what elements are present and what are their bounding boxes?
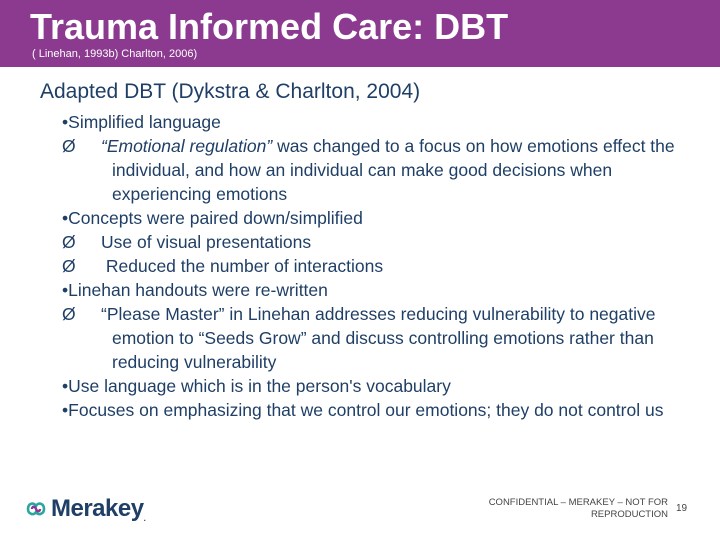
confidential-notice (470, 497, 668, 521)
arrow-icon: Ø (62, 232, 76, 252)
merakey-logo (25, 495, 145, 523)
bullet-text: Concepts were paired down/simplified (68, 208, 363, 228)
arrow-icon: Ø (62, 136, 76, 156)
logo-wordmark: Merakey. (51, 495, 146, 523)
slide-subheading: Adapted DBT (Dykstra & Charlton, 2004) (40, 80, 421, 103)
bullet-item (62, 110, 702, 134)
bullet-text: Linehan handouts were re-written (68, 280, 328, 300)
bullet-marker: • (62, 112, 69, 132)
sub-bullet-text: was changed to a focus on how emotions effect the individual, and how an individual can make good decisions when experiencing emotions (112, 136, 675, 204)
sub-bullet-text: Use of visual presentations (101, 232, 312, 252)
bullet-marker: • (62, 280, 69, 300)
arrow-icon: Ø (62, 304, 76, 324)
title-bar (0, 0, 720, 67)
sub-bullet-italic: “Emotional regulation” (101, 136, 273, 156)
bullet-item (62, 206, 702, 230)
bullet-text: Focuses on emphasizing that we control our emotions; they do not control us (68, 400, 664, 420)
page-number: 19 (676, 503, 688, 514)
slide-body (62, 110, 702, 422)
bullet-marker: • (62, 208, 69, 228)
bullet-item (62, 374, 702, 398)
slide-citation: ( Linehan, 1993b) Charlton, 2006) (32, 48, 198, 60)
sub-bullet-item (62, 134, 702, 206)
merakey-mark-icon (25, 498, 47, 520)
sub-bullet-item (62, 230, 702, 254)
sub-bullet-item (62, 254, 702, 278)
bullet-item (62, 278, 702, 302)
arrow-icon: Ø (62, 256, 76, 276)
sub-bullet-text: “Please Master” in Linehan addresses reducing vulnerability to negative emotion to “Seeds Grow” and discuss controlling emotions rather than reducing vulnerability (101, 304, 656, 372)
bullet-text: Use language which is in the person's vocabulary (68, 376, 451, 396)
confidential-line: CONFIDENTIAL – MERAKEY – NOT FOR (488, 497, 668, 508)
slide-title: Trauma Informed Care: DBT (30, 6, 509, 47)
bullet-marker: • (62, 376, 69, 396)
bullet-marker: • (62, 400, 69, 420)
sub-bullet-text: Reduced the number of interactions (101, 256, 384, 276)
bullet-text: Simplified language (68, 112, 221, 132)
bullet-item (62, 398, 702, 422)
sub-bullet-item (62, 302, 702, 374)
confidential-line: REPRODUCTION (590, 509, 668, 520)
